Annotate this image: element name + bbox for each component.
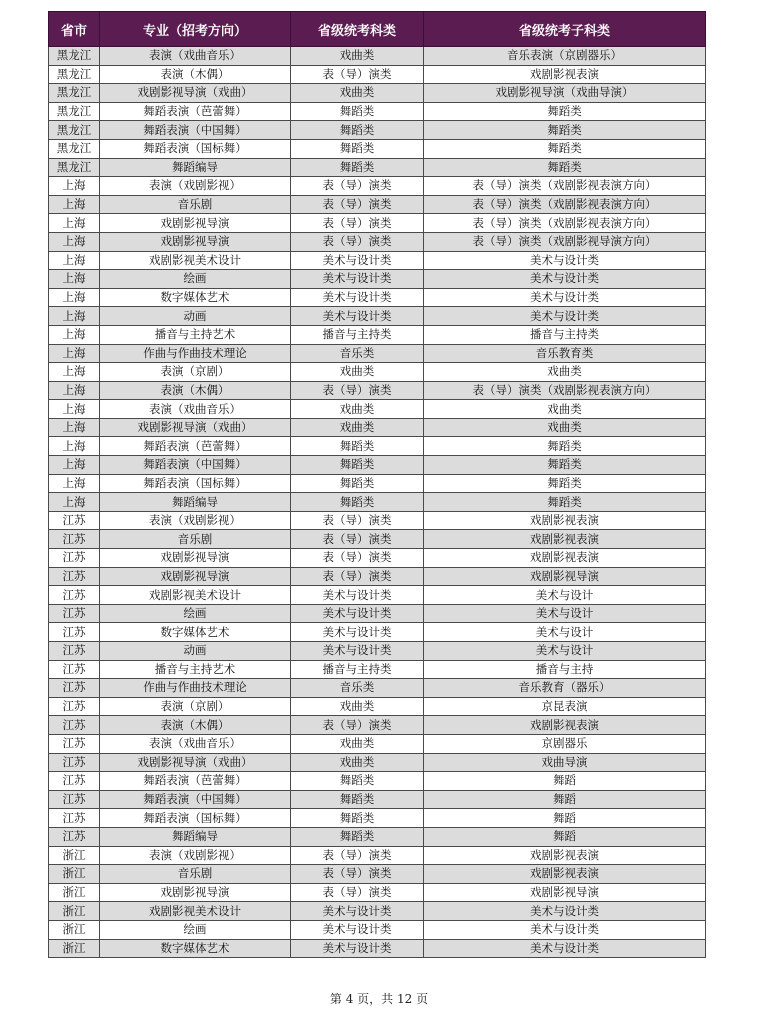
cell-exam-subcategory: 美术与设计类 [424, 939, 706, 958]
cell-exam-category: 舞蹈类 [291, 121, 424, 140]
cell-province: 上海 [49, 381, 100, 400]
cell-exam-category: 美术与设计类 [291, 939, 424, 958]
cell-exam-category: 戏曲类 [291, 734, 424, 753]
cell-province: 上海 [49, 400, 100, 419]
cell-exam-subcategory: 表（导）演类（戏剧影视表演方向） [424, 381, 706, 400]
table-row [49, 567, 706, 586]
cell-major: 动画 [100, 642, 291, 661]
cell-exam-subcategory: 美术与设计类 [424, 251, 706, 270]
table-row [49, 381, 706, 400]
table-row [49, 139, 706, 158]
cell-exam-subcategory: 戏剧影视导演（戏曲导演） [424, 84, 706, 103]
cell-exam-category: 舞蹈类 [291, 139, 424, 158]
cell-province: 上海 [49, 474, 100, 493]
cell-exam-category: 美术与设计类 [291, 251, 424, 270]
cell-exam-subcategory: 戏剧影视导演 [424, 567, 706, 586]
cell-exam-category: 表（导）演类 [291, 214, 424, 233]
cell-province: 上海 [49, 493, 100, 512]
page-footer: 第 4 页，共 12 页 [329, 992, 429, 1006]
table-row [49, 734, 706, 753]
cell-exam-category: 戏曲类 [291, 400, 424, 419]
cell-province: 上海 [49, 270, 100, 289]
cell-major: 表演（戏曲音乐） [100, 734, 291, 753]
cell-exam-category: 美术与设计类 [291, 604, 424, 623]
cell-exam-subcategory: 舞蹈类 [424, 139, 706, 158]
table-row [49, 902, 706, 921]
cell-exam-subcategory: 舞蹈 [424, 827, 706, 846]
table-row [49, 418, 706, 437]
cell-major: 舞蹈表演（芭蕾舞） [100, 102, 291, 121]
cell-exam-subcategory: 戏剧影视表演 [424, 865, 706, 884]
cell-major: 舞蹈表演（国标舞） [100, 809, 291, 828]
cell-province: 上海 [49, 232, 100, 251]
table-row [49, 846, 706, 865]
cell-exam-category: 美术与设计类 [291, 307, 424, 326]
cell-exam-category: 表（导）演类 [291, 530, 424, 549]
table-row [49, 586, 706, 605]
table-row [49, 883, 706, 902]
cell-exam-subcategory: 舞蹈 [424, 809, 706, 828]
cell-province: 江苏 [49, 511, 100, 530]
cell-province: 江苏 [49, 697, 100, 716]
cell-major: 戏剧影视导演 [100, 232, 291, 251]
cell-exam-category: 表（导）演类 [291, 177, 424, 196]
cell-major: 戏剧影视美术设计 [100, 586, 291, 605]
table-row [49, 511, 706, 530]
cell-major: 绘画 [100, 270, 291, 289]
cell-province: 黑龙江 [49, 47, 100, 66]
cell-major: 舞蹈表演（中国舞） [100, 456, 291, 475]
cell-exam-subcategory: 戏剧影视表演 [424, 846, 706, 865]
table-body [49, 47, 706, 958]
cell-exam-subcategory: 美术与设计 [424, 586, 706, 605]
table-row [49, 270, 706, 289]
table-row [49, 288, 706, 307]
header-major: 专业（招考方向） [100, 12, 291, 47]
cell-major: 动画 [100, 307, 291, 326]
cell-exam-category: 表（导）演类 [291, 865, 424, 884]
cell-province: 上海 [49, 214, 100, 233]
cell-exam-subcategory: 舞蹈类 [424, 493, 706, 512]
cell-province: 上海 [49, 363, 100, 382]
cell-exam-subcategory: 戏曲导演 [424, 753, 706, 772]
cell-exam-subcategory: 舞蹈类 [424, 456, 706, 475]
cell-major: 表演（戏曲音乐） [100, 400, 291, 419]
cell-major: 舞蹈编导 [100, 493, 291, 512]
cell-province: 上海 [49, 325, 100, 344]
table-row [49, 493, 706, 512]
cell-province: 浙江 [49, 920, 100, 939]
cell-exam-category: 舞蹈类 [291, 437, 424, 456]
table-row [49, 195, 706, 214]
cell-province: 浙江 [49, 865, 100, 884]
cell-province: 江苏 [49, 586, 100, 605]
cell-major: 表演（戏剧影视） [100, 846, 291, 865]
cell-province: 江苏 [49, 772, 100, 791]
cell-province: 上海 [49, 344, 100, 363]
cell-exam-subcategory: 戏剧影视表演 [424, 549, 706, 568]
cell-major: 戏剧影视导演 [100, 883, 291, 902]
cell-exam-category: 表（导）演类 [291, 511, 424, 530]
cell-major: 戏剧影视导演（戏曲） [100, 418, 291, 437]
cell-province: 江苏 [49, 604, 100, 623]
table-row [49, 456, 706, 475]
cell-province: 浙江 [49, 939, 100, 958]
table-row [49, 251, 706, 270]
table-row [49, 827, 706, 846]
cell-exam-subcategory: 美术与设计 [424, 604, 706, 623]
cell-province: 上海 [49, 437, 100, 456]
cell-exam-category: 表（导）演类 [291, 381, 424, 400]
cell-major: 音乐剧 [100, 195, 291, 214]
cell-province: 黑龙江 [49, 139, 100, 158]
table-row [49, 400, 706, 419]
cell-exam-subcategory: 舞蹈类 [424, 437, 706, 456]
cell-exam-category: 美术与设计类 [291, 623, 424, 642]
cell-exam-category: 舞蹈类 [291, 827, 424, 846]
table-row [49, 660, 706, 679]
cell-exam-category: 表（导）演类 [291, 549, 424, 568]
cell-province: 上海 [49, 177, 100, 196]
cell-major: 舞蹈表演（芭蕾舞） [100, 437, 291, 456]
cell-exam-category: 美术与设计类 [291, 920, 424, 939]
cell-exam-subcategory: 美术与设计类 [424, 270, 706, 289]
cell-province: 江苏 [49, 790, 100, 809]
cell-exam-category: 表（导）演类 [291, 883, 424, 902]
table-row [49, 697, 706, 716]
cell-exam-subcategory: 表（导）演类（戏剧影视表演方向） [424, 195, 706, 214]
table-row [49, 121, 706, 140]
header-exam-category: 省级统考科类 [291, 12, 424, 47]
cell-exam-category: 戏曲类 [291, 363, 424, 382]
cell-province: 浙江 [49, 883, 100, 902]
cell-major: 戏剧影视导演（戏曲） [100, 84, 291, 103]
table-row [49, 325, 706, 344]
cell-exam-category: 舞蹈类 [291, 772, 424, 791]
table-row [49, 363, 706, 382]
header-exam-subcategory: 省级统考子科类 [424, 12, 706, 47]
cell-province: 江苏 [49, 809, 100, 828]
cell-major: 音乐剧 [100, 530, 291, 549]
cell-province: 上海 [49, 456, 100, 475]
cell-major: 戏剧影视导演（戏曲） [100, 753, 291, 772]
cell-exam-subcategory: 美术与设计 [424, 623, 706, 642]
cell-major: 表演（木偶） [100, 716, 291, 735]
cell-exam-category: 戏曲类 [291, 47, 424, 66]
cell-exam-subcategory: 音乐教育类 [424, 344, 706, 363]
table-row [49, 642, 706, 661]
cell-exam-subcategory: 舞蹈类 [424, 102, 706, 121]
cell-major: 舞蹈表演（芭蕾舞） [100, 772, 291, 791]
cell-exam-subcategory: 播音与主持 [424, 660, 706, 679]
table-row [49, 865, 706, 884]
cell-exam-category: 舞蹈类 [291, 474, 424, 493]
cell-province: 江苏 [49, 530, 100, 549]
table-row [49, 158, 706, 177]
cell-exam-subcategory: 京剧器乐 [424, 734, 706, 753]
table-row [49, 214, 706, 233]
table-row [49, 84, 706, 103]
cell-major: 绘画 [100, 604, 291, 623]
table-row [49, 753, 706, 772]
table-row [49, 549, 706, 568]
cell-major: 作曲与作曲技术理论 [100, 679, 291, 698]
cell-exam-subcategory: 美术与设计 [424, 642, 706, 661]
cell-exam-category: 美术与设计类 [291, 586, 424, 605]
cell-exam-category: 表（导）演类 [291, 716, 424, 735]
cell-exam-category: 戏曲类 [291, 697, 424, 716]
cell-exam-subcategory: 京昆表演 [424, 697, 706, 716]
cell-major: 表演（戏剧影视） [100, 177, 291, 196]
cell-major: 数字媒体艺术 [100, 939, 291, 958]
cell-exam-category: 美术与设计类 [291, 270, 424, 289]
cell-province: 江苏 [49, 716, 100, 735]
cell-province: 江苏 [49, 549, 100, 568]
table-row [49, 47, 706, 66]
cell-major: 表演（木偶） [100, 381, 291, 400]
cell-province: 黑龙江 [49, 121, 100, 140]
cell-exam-category: 舞蹈类 [291, 158, 424, 177]
table-row [49, 716, 706, 735]
cell-exam-subcategory: 戏剧影视表演 [424, 530, 706, 549]
cell-exam-category: 舞蹈类 [291, 790, 424, 809]
cell-exam-subcategory: 音乐教育（器乐） [424, 679, 706, 698]
cell-major: 表演（戏曲音乐） [100, 47, 291, 66]
cell-exam-category: 音乐类 [291, 344, 424, 363]
cell-province: 上海 [49, 418, 100, 437]
cell-major: 作曲与作曲技术理论 [100, 344, 291, 363]
admissions-table [48, 11, 706, 958]
cell-exam-subcategory: 戏曲类 [424, 400, 706, 419]
cell-exam-category: 戏曲类 [291, 418, 424, 437]
cell-major: 舞蹈表演（国标舞） [100, 139, 291, 158]
table-row [49, 102, 706, 121]
cell-exam-category: 戏曲类 [291, 84, 424, 103]
table-row [49, 623, 706, 642]
cell-exam-category: 舞蹈类 [291, 102, 424, 121]
cell-exam-subcategory: 舞蹈类 [424, 121, 706, 140]
cell-exam-subcategory: 播音与主持类 [424, 325, 706, 344]
table-row [49, 809, 706, 828]
table-row [49, 65, 706, 84]
table-header-row [49, 12, 706, 47]
cell-major: 舞蹈表演（国标舞） [100, 474, 291, 493]
cell-major: 音乐剧 [100, 865, 291, 884]
cell-exam-category: 播音与主持类 [291, 660, 424, 679]
cell-exam-subcategory: 美术与设计类 [424, 920, 706, 939]
table-row [49, 437, 706, 456]
cell-exam-subcategory: 戏曲类 [424, 363, 706, 382]
cell-exam-category: 美术与设计类 [291, 288, 424, 307]
cell-province: 上海 [49, 288, 100, 307]
cell-exam-subcategory: 舞蹈 [424, 772, 706, 791]
cell-province: 黑龙江 [49, 158, 100, 177]
cell-exam-subcategory: 美术与设计类 [424, 288, 706, 307]
cell-major: 戏剧影视导演 [100, 567, 291, 586]
cell-exam-subcategory: 戏剧影视表演 [424, 511, 706, 530]
cell-exam-category: 美术与设计类 [291, 902, 424, 921]
table-row [49, 790, 706, 809]
table-row [49, 307, 706, 326]
cell-exam-subcategory: 表（导）演类（戏剧影视导演方向） [424, 232, 706, 251]
cell-major: 戏剧影视美术设计 [100, 251, 291, 270]
cell-exam-category: 音乐类 [291, 679, 424, 698]
cell-exam-category: 表（导）演类 [291, 567, 424, 586]
cell-exam-subcategory: 表（导）演类（戏剧影视表演方向） [424, 177, 706, 196]
cell-exam-subcategory: 舞蹈类 [424, 158, 706, 177]
cell-exam-category: 表（导）演类 [291, 846, 424, 865]
cell-major: 舞蹈编导 [100, 158, 291, 177]
cell-exam-subcategory: 戏曲类 [424, 418, 706, 437]
cell-exam-subcategory: 音乐表演（京剧器乐） [424, 47, 706, 66]
cell-exam-category: 舞蹈类 [291, 493, 424, 512]
cell-exam-subcategory: 戏剧影视导演 [424, 883, 706, 902]
cell-major: 戏剧影视美术设计 [100, 902, 291, 921]
table-row [49, 679, 706, 698]
cell-exam-subcategory: 美术与设计类 [424, 902, 706, 921]
cell-major: 数字媒体艺术 [100, 623, 291, 642]
cell-exam-category: 表（导）演类 [291, 232, 424, 251]
cell-province: 江苏 [49, 753, 100, 772]
table-row [49, 939, 706, 958]
cell-province: 江苏 [49, 734, 100, 753]
cell-exam-category: 播音与主持类 [291, 325, 424, 344]
cell-major: 表演（京剧） [100, 697, 291, 716]
cell-exam-subcategory: 表（导）演类（戏剧影视表演方向） [424, 214, 706, 233]
cell-province: 浙江 [49, 846, 100, 865]
cell-province: 上海 [49, 251, 100, 270]
cell-exam-category: 舞蹈类 [291, 456, 424, 475]
cell-major: 播音与主持艺术 [100, 660, 291, 679]
cell-major: 舞蹈表演（中国舞） [100, 121, 291, 140]
cell-major: 戏剧影视导演 [100, 549, 291, 568]
cell-major: 表演（戏剧影视） [100, 511, 291, 530]
table-row [49, 344, 706, 363]
table-row [49, 604, 706, 623]
cell-exam-category: 美术与设计类 [291, 642, 424, 661]
cell-major: 舞蹈表演（中国舞） [100, 790, 291, 809]
cell-province: 黑龙江 [49, 65, 100, 84]
cell-exam-subcategory: 美术与设计类 [424, 307, 706, 326]
cell-province: 上海 [49, 307, 100, 326]
cell-province: 江苏 [49, 827, 100, 846]
cell-major: 戏剧影视导演 [100, 214, 291, 233]
cell-province: 江苏 [49, 567, 100, 586]
cell-exam-category: 戏曲类 [291, 753, 424, 772]
table-row [49, 772, 706, 791]
cell-province: 江苏 [49, 660, 100, 679]
table-row [49, 177, 706, 196]
cell-province: 江苏 [49, 642, 100, 661]
table-row [49, 530, 706, 549]
cell-major: 表演（木偶） [100, 65, 291, 84]
table-row [49, 474, 706, 493]
cell-province: 上海 [49, 195, 100, 214]
cell-province: 黑龙江 [49, 102, 100, 121]
cell-exam-category: 表（导）演类 [291, 195, 424, 214]
cell-exam-subcategory: 舞蹈类 [424, 474, 706, 493]
cell-major: 绘画 [100, 920, 291, 939]
cell-exam-category: 舞蹈类 [291, 809, 424, 828]
cell-province: 黑龙江 [49, 84, 100, 103]
cell-major: 播音与主持艺术 [100, 325, 291, 344]
cell-exam-subcategory: 戏剧影视表演 [424, 65, 706, 84]
cell-exam-category: 表（导）演类 [291, 65, 424, 84]
table-row [49, 232, 706, 251]
cell-major: 表演（京剧） [100, 363, 291, 382]
cell-province: 江苏 [49, 623, 100, 642]
cell-exam-subcategory: 舞蹈 [424, 790, 706, 809]
cell-major: 舞蹈编导 [100, 827, 291, 846]
cell-province: 浙江 [49, 902, 100, 921]
cell-major: 数字媒体艺术 [100, 288, 291, 307]
table-row [49, 920, 706, 939]
cell-exam-subcategory: 戏剧影视表演 [424, 716, 706, 735]
header-province: 省市 [49, 12, 100, 47]
cell-province: 江苏 [49, 679, 100, 698]
